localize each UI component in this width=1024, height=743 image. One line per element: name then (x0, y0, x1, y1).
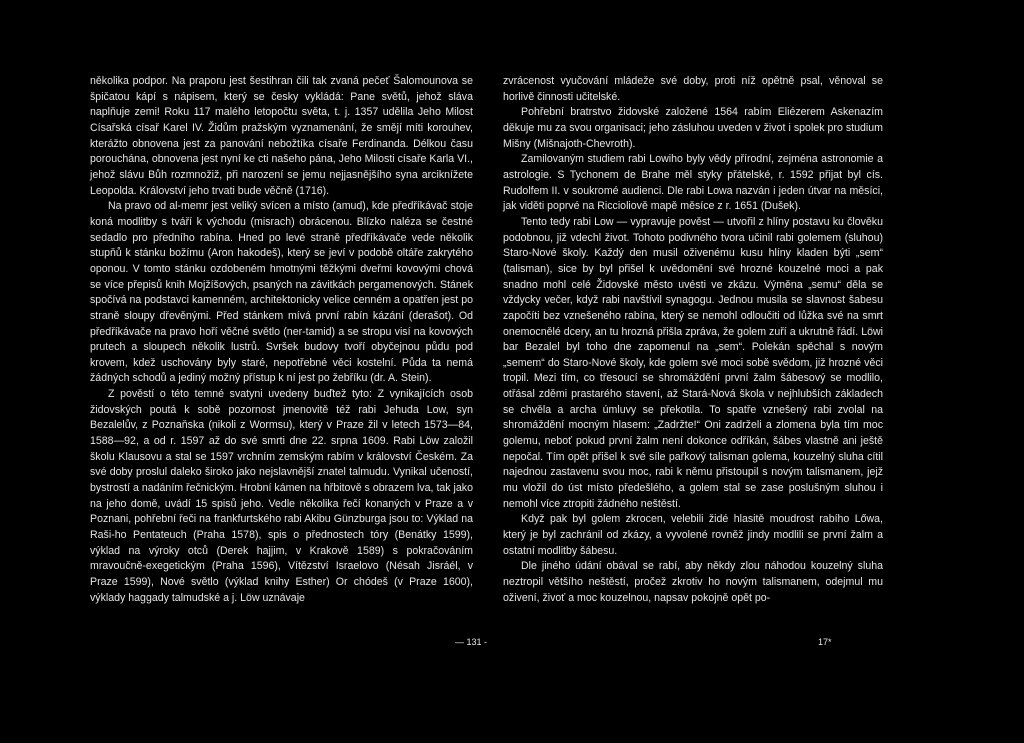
right-paragraph-5: Když pak byl golem zkrocen, velebili židé hlasitě moudrost rabího Lőwa, který je byl zachránil od zkázy, a vyvolené rovněž jindy modlili se první žalm a ostatní modlitby šábesu. (503, 513, 883, 557)
left-paragraph-3: Z pověstí o této temné svatyni uvedeny buďtež tyto: Z vynikajících osob židovských poutá k sobě pozornost jmenovitě též rabi Jehuda Low, syn Bezalelův, z Poznaňska (nikoli z Wormsu), který v Praze žil v letech 1573—84, 1588—92, a od r. 1597 až do své smrti dne 22. srpna 1609. Rabi Löw založil školu Klausovu a stal se 1597 vrchním zemským rabím v království Českém. Za své doby proslul daleko široko jako nejslavnější znatel talmudu. Vynikal učeností, bystrostí a nadáním řečnickým. Hrobní kámen na hřbitově s obrazem lva, tak jako na jeho domě, uvádí 15 spisů jeho. Vedle několika řečí konaných v Praze a v Poznani, pohřební řeči na frankfurtského rabi Akibu Günzburga jsou to: Výklad na Raši-ho Pentateuch (Praha 1578), spis o přednostech tóry (Benátky 1599), výklad na výroky otců (Derek hajjim, v Krakově 1589) s pokračováním mravoučně-exegetickým (Praha 1596), Vítězství Israelovo (Nésah Jisráél, v Praze 1599), Nové světlo (výklad knihy Esther) Or chódeš (v Praze 1600), výklady haggady talmudské a j. Löw uznávaje (90, 388, 473, 604)
page-number: — 131 - (455, 637, 488, 647)
signature-mark: 17* (818, 637, 832, 647)
left-paragraph-2: Na pravo od al-memr jest veliký svícen a místo (amud), kde předříkávač stoje koná modlitby s tváří k východu (misrach) obrácenou. Blízko naléza se čestné sedadlo pro předního rabína. Hned po levé straně předříkávače vede několik stupňů k stánku božímu (Aron hakodeš), který se jeví v podobě oltáře zakrytého oponou. V tomto stánku ozdobeném hmotnými těžkými dveřmi kovovými chová se více přepisů knih Mojžíšových, psaných na závitkách pergamenových. Stánek spočívá na podstavci kamenném, architektonicky velice cenném a opatřen jest po straně sloupy dřevěnými. Před stánkem mívá první rabín kázání (derašot). Od předříkávače na pravo hoří věčné světlo (ner-tamid) a se stropu visí na kovových prutech a sloupech několik lustrů. Svršek budovy tvoří obyčejnou půdu pod krovem, kdež uschovány byly staré, nepotřebné věci kostelní. Půda ta nemá žádných schodů a jediný možný přístup k ní jest po žebříku (dr. A. Stein). (90, 200, 473, 385)
right-paragraph-3: Zamilovaným studiem rabi Lowiho byly vědy přírodní, zejména astronomie a astrologie. S Tychonem de Brahe měl styky přátelské, r. 1592 přijat byl cís. Rudolfem II. v soukromé audienci. Dle rabi Lowa nazván i jeden útvar na měsíci, jak viděti poprvé na Riccioliově mapě měsíce z r. 1651 (Dušek). (503, 153, 883, 213)
right-text-column (503, 74, 883, 606)
left-paragraph-1: několika podpor. Na praporu jest šestihran čili tak zvaná pečeť Šalomounova se špičatou kápí s nápisem, který se česky vykládá: Pane světů, jehož sláva naplňuje zemi! Roku 117 malého letopočtu světa, t. j. 1357 udělila Jeho Milost Císařská císař Karel IV. Židům pražským vyznamenání, že smějí míti korouhev, kterážto obnovena jest za panování nebožtíka císaře Ferdinanda. Délkou času porouchána, obnovena jest nyní ke cti našeho pána, Jeho Milosti císaře Karla VI., jehož slávu Bůh rozmnožiž, při narození se jemu nejjasnějšího syna arciknížete Leopolda. Království jeho trvati bude věčně (1716). (90, 75, 473, 197)
left-text-column (90, 74, 473, 606)
right-paragraph-4: Tento tedy rabi Low — vypravuje pověst — utvořil z hlíny postavu ku člověku podobnou, již vdechl život. Tohoto podivného tvora učinil rabi golemem (sluhou) Staro-Nové školy. Každý den musil oživenému kusu hlíny kladen býti „sem“ (talisman), sice by byl přišel k uvědomění své hrozné kouzelné moci a pak snadno mohl celé Židovské město uvésti ve zkázu. Výměna „semu“ děla se vždycky večer, když rabi navštívil synagogu. Jednou musila se slavnost šabesu započíti bez vznešeného rabína, který se nemohl odloučiti od lůžka své na smrt onemocnělé dcery, an tu hrozná přišla zpráva, že golem zuří a ukrutně řádí. Löwi bar Bezalel byl toho dne zapomenul na „sem“. Polekán spěchal s novým „semem“ do Staro-Nové školy, kde golem své moci sobě svědom, již hrozné věci tropil. Mezi tím, co třesoucí se shromáždění první žalm šábesový se modlilo, otřásal zděmi prastarého stavení, až Stará-Nová škola v nejhlubších základech se chvěla a archa úmluvy se překotila. To spatře vznešený rabi zvolal na shromáždění mocným hlasem: „Zadržte!“ Oni zadrželi a zlomena byla tím moc golemu, neboť pokud první žalm není dokonce odříkán, šábes vlastně ani ještě nepočal. Tím opět přišel k své síle pařkový talisman golema, kouzelný sluha cítil najednou zastavenu svou moc, rabi k němu přistoupil s novým talismanem, jejž mu vložil do úst místo předešlého, a golem stal se zase poslušným sluhou i nemohl více ztropiti žádného neštěstí. (503, 215, 883, 510)
right-paragraph-1: zvrácenost vyučování mládeže své doby, proti níž opětně psal, věnoval se horlivě činnosti učitelské. (503, 75, 883, 103)
right-paragraph-2: Pohřební bratrstvo židovské založené 1564 rabím Eliézerem Askenazím děkuje mu za svou organisaci; jeho zásluhou uveden v život i spolek pro studium Mišny (Mišnajoth-Chevroth). (503, 106, 883, 150)
right-paragraph-6: Dle jiného údání obával se rabí, aby někdy zlou náhodou kouzelný sluha neztropil většího neštěstí, pročež zkrotiv ho novým talismanem, odejmul mu oživení, živoť a moc kouzelnou, napsav pokojně opět po- (503, 560, 883, 604)
